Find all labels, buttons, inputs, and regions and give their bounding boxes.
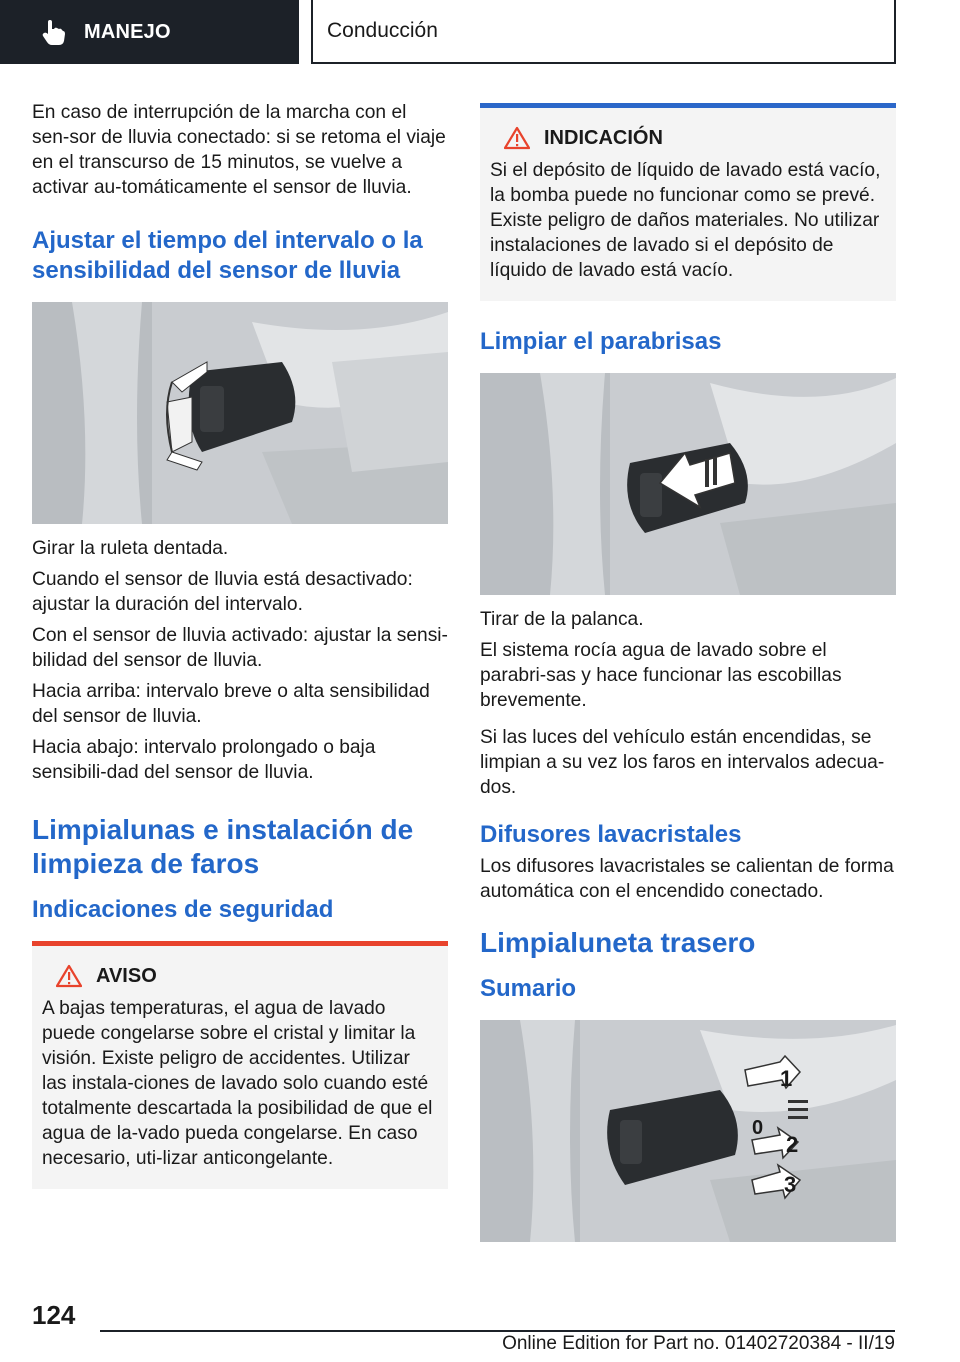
paragraph: Hacia abajo: intervalo prolongado o baja sensibili-dad del sensor de lluvia. — [32, 737, 376, 783]
warning-box — [32, 941, 448, 1189]
figure-wiper-wheel — [32, 302, 448, 524]
section-tab — [0, 0, 299, 64]
page-number: 124 — [32, 1300, 76, 1330]
paragraph: Girar la ruleta dentada. — [32, 538, 229, 559]
note-box — [480, 103, 896, 301]
section-title: MANEJO — [84, 20, 171, 43]
paragraph: El sistema rocía agua de lavado sobre el parabri-sas y hace funcionar las escobillas brevemente. — [480, 640, 842, 711]
hand-pointer-icon — [38, 16, 70, 48]
heading-clean: Limpiar el parabrisas — [480, 328, 722, 355]
warning-title — [56, 964, 438, 988]
warning-triangle-icon — [56, 964, 82, 988]
footer-divider — [100, 1330, 895, 1332]
figure-label-2: 2 — [786, 1132, 799, 1157]
chapter-title: Conducción — [327, 19, 438, 42]
chapter-header — [311, 0, 896, 64]
note-text: Si el depósito de líquido de lavado está vacío, la bomba puede no funcionar como se prevé. Existe peligro de daños materiales. No utilizar instalaciones de lavado si el depósito de líquido de lavado está vacío. — [490, 160, 881, 281]
figure-label-3: 3 — [784, 1172, 797, 1197]
heading-wipers: Limpialunas e instalación de limpieza de faros — [32, 814, 414, 879]
heading-rear: Limpialuneta trasero — [480, 927, 756, 958]
paragraph: Con el sensor de lluvia activado: ajustar la sensi-bilidad del sensor de lluvia. — [32, 625, 448, 671]
paragraph: Cuando el sensor de lluvia está desactivado: ajustar la duración del intervalo. — [32, 569, 413, 615]
left-column — [32, 100, 448, 1189]
figure-wiper-lever-pull — [480, 373, 896, 595]
heading-safety: Indicaciones de seguridad — [32, 896, 334, 923]
paragraph: Si las luces del vehículo están encendidas, se limpian a su vez los faros en intervalos adecua-dos. — [480, 727, 885, 798]
note-title — [504, 126, 886, 150]
figure-label-1: 1 — [780, 1066, 793, 1091]
right-column — [480, 103, 896, 1254]
warning-text: A bajas temperaturas, el agua de lavado puede congelarse sobre el cristal y limitar la visión. Existe peligro de accidentes. Utilizar las instala-ciones de lavado solo cuando esté totalmente descartada la posibilidad de que el agua de la-vado pueda congelarse. En caso necesario, uti-lizar anticongelante. — [42, 998, 433, 1169]
paragraph: Los difusores lavacristales se calientan de forma automática con el encendido conectado. — [480, 856, 894, 902]
paragraph: Hacia arriba: intervalo breve o alta sensibilidad del sensor de lluvia. — [32, 681, 430, 727]
warning-triangle-icon — [504, 126, 530, 150]
paragraph: Tirar de la palanca. — [480, 609, 644, 630]
intro-paragraph: En caso de interrupción de la marcha con el sen-sor de lluvia conectado: si se retoma el viaje en el transcurso de 15 minutos, se vuelve a activar au-tomáticamente el sensor de lluvia. — [32, 102, 446, 198]
warning-label: AVISO — [96, 964, 157, 987]
heading-summary: Sumario — [480, 975, 577, 1002]
heading-nozzles: Difusores lavacristales — [480, 821, 742, 848]
note-label: INDICACIÓN — [544, 126, 663, 149]
footer-edition: Online Edition for Part no. 01402720384 - II/19 — [502, 1333, 895, 1354]
heading-interval: Ajustar el tiempo del intervalo o la sensibilidad del sensor de lluvia — [32, 227, 423, 284]
figure-rear-wiper — [480, 1020, 896, 1242]
figure-label-0: 0 — [752, 1117, 764, 1139]
